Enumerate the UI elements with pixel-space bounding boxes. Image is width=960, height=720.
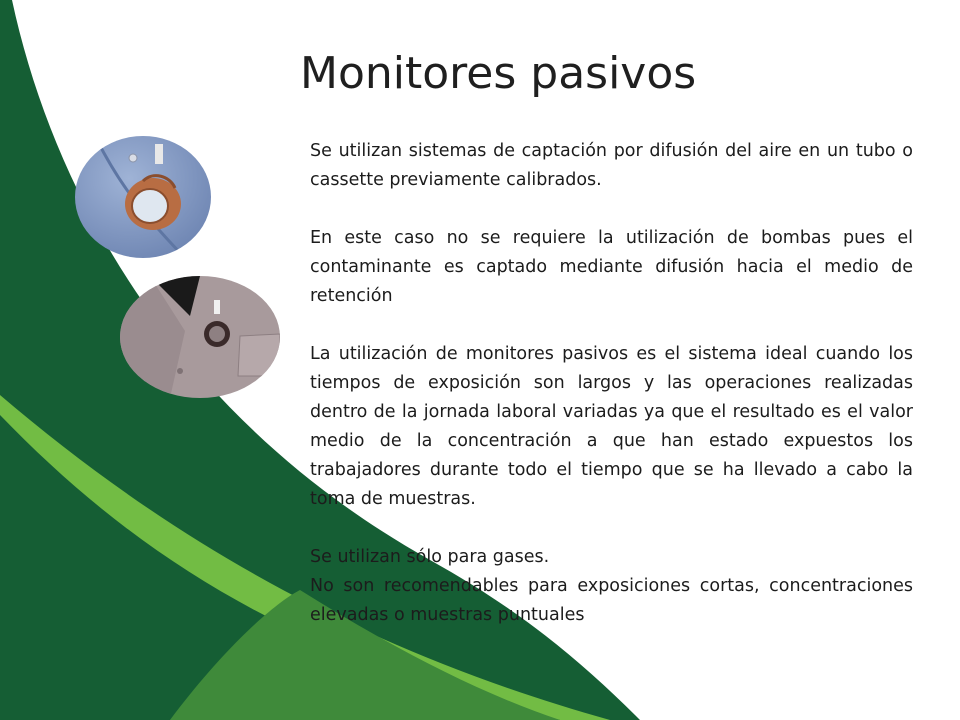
paragraph-5: No son recomendables para exposiciones cortas, concentraciones elevadas o muestras puntuales [310,576,913,625]
paragraph-1: Se utilizan sistemas de captación por difusión del aire en un tubo o cassette previamente calibrados. [310,141,913,190]
paragraph-4: Se utilizan sólo para gases. [310,547,550,567]
paragraph-3: La utilización de monitores pasivos es el sistema ideal cuando los tiempos de exposición son largos y las operaciones realizadas dentro de la jornada laboral variadas ya que el resultado es el valor medio de la concentración a que han estado expuestos los trabajadores durante todo el tiempo que se ha llevado a cabo la toma de muestras. [310,344,913,509]
slide-content [310,137,913,630]
badge-photo-blue-shirt [75,136,211,258]
slide-title: Monitores pasivos [300,48,697,99]
badge-photo-lab-coat [120,276,280,398]
paragraph-2: En este caso no se requiere la utilización de bombas pues el contaminante es captado mediante difusión hacia el medio de retención [310,228,913,306]
